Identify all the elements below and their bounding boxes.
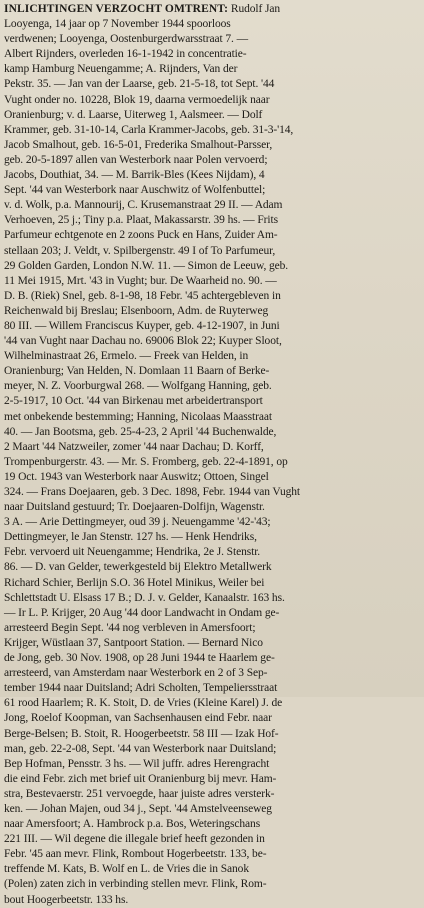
article-line: Jacob Smalhout, geb. 16-5-01, Frederika Smalhout-Parsser, [4, 138, 273, 151]
article-line: 324. — Frans Doejaaren, geb. 3 Dec. 1898, Febr. 1944 van Vught [4, 486, 300, 498]
article-line: (Polen) zaten zich in verbinding stellen mevr. Flink, Rom- [4, 878, 267, 891]
article-line: Jacobs, Douthiat, 34. — M. Barrik-Bles (Kees Nijdam), 4 [4, 169, 265, 182]
article-line: stra, Bestevaerstr. 251 vervoegde, haar juiste adres versterk- [4, 787, 275, 800]
article-line: kamp Hamburg Neuengamme; A. Rijnders, Van der [4, 63, 238, 76]
article-line: arresteerd, van Amsterdam naar Westerbork en 2 of 3 Sep- [4, 667, 268, 680]
article-line: — Ir L. P. Krijger, 20 Aug '44 door Landwacht in Ondam ge- [4, 606, 280, 619]
article-column [4, 2, 421, 908]
article-line: 86. — D. van Gelder, tewerkgesteld bij Elektro Metallwerk [4, 561, 272, 574]
article-line: Febr. vervoerd uit Neuengamme; Hendrika, 2e J. Stenstr. [4, 546, 261, 559]
article-line: Vught onder no. 10228, Blok 19, daarna vermoedelijk naar [4, 93, 270, 106]
article-line: '44 van Vught naar Dachau no. 69006 Blok 22; Kuyper Sloot, [4, 335, 282, 348]
article-line: Krammer, geb. 31-10-14, Carla Krammer-Jacobs, geb. 31-3-'14, [4, 123, 294, 136]
article-line: meyer, N. Z. Voorburgwal 268. — Wolfgang Hanning, geb. [4, 380, 272, 393]
article-line: Albert Rijnders, overleden 16-1-1942 in concentratie- [4, 48, 247, 61]
article-line: Reichenwald bij Breslau; Elsenboorn, Adm. de Ruyterweg [4, 304, 269, 317]
article-line: de Jong, geb. 30 Nov. 1908, op 28 Juni 1944 te Haarlem ge- [4, 652, 275, 665]
article-line: die eind Febr. zich met brief uit Oranienburg bij mevr. Ham- [4, 772, 277, 785]
article-line: ken. — Johan Majen, oud 34 j., Sept. '44 Amstelveenseweg [4, 802, 272, 815]
article-line: 19 Oct. 1943 van Westerbork naar Auswitz; Ottoen, Singel [4, 470, 269, 483]
article-line: verdwenen; Looyenga, Oostenburgerdwarsstraat 7. — [4, 33, 248, 46]
article-line: naar Amersfoort; A. Hambrock p.a. Bos, Weteringschans [4, 818, 261, 831]
article-line: Wilhelminastraat 26, Ermelo. — Freek van Helden, in [4, 350, 249, 363]
article-line: D. B. (Riek) Snel, geb. 8-1-98, 18 Febr. '45 achtergebleven in [4, 289, 281, 302]
article-line: geb. 20-5-1897 allen van Westerbork naar Polen vervoerd; [4, 153, 268, 166]
article-line: 80 III. — Willem Franciscus Kuyper, geb. 4-12-1907, in Juni [4, 319, 280, 332]
article-line: Jong, Roelof Koopman, van Sachsenhausen eind Febr. naar [4, 712, 272, 725]
article-line: man, geb. 22-2-08, Sept. '44 van Westerbork naar Duitsland; [4, 742, 277, 755]
article-line: Parfumeur echtgenote en 2 zoons Puck en Hans, Zuider Am- [4, 229, 278, 242]
article-line: Pekstr. 35. — Jan van der Laarse, geb. 21-5-18, tot Sept. '44 [4, 78, 275, 91]
article-line: 3 A. — Arie Dettingmeyer, oud 39 j. Neuengamme '42-'43; [4, 516, 271, 529]
article-line: 11 Mei 1915, Mrt. '43 in Vught; bur. De Waarheid no. 90. — [4, 274, 277, 287]
article-line: Oranienburg; v. d. Laarse, Uiterweg 1, Aalsmeer. — Dolf [4, 108, 263, 121]
article-line: 221 III. — Wil degene die illegale brief heeft gezonden in [4, 833, 265, 846]
article-line: Bep Hofman, Pensstr. 3 hs. — Wil juffr. adres Herengracht [4, 757, 270, 770]
article-line: Febr. '45 aan mevr. Flink, Rombout Hogerbeetstr. 133, be- [4, 848, 267, 861]
article-heading: INLICHTINGEN VERZOCHT OMTRENT: [4, 3, 229, 15]
article-line: Dettingmeyer, le Jan Stenstr. 127 hs. — Henk Hendriks, [4, 531, 257, 544]
article-line: 61 rood Haarlem; R. K. Stoit, D. de Vries (Kleine Karel) J. de [4, 697, 283, 710]
article-line: Sept. '44 van Westerbork naar Auschwitz of Wolfenbuttel; [4, 184, 266, 197]
article-line: 2-5-1917, 10 Oct. '44 van Birkenau met arbeidertransport [4, 395, 263, 408]
article-line: 40. — Jan Bootsma, geb. 25-4-23, 2 April '44 Buchenwalde, [4, 425, 277, 438]
article-line: Oranienburg; Van Helden, N. Domlaan 11 Baarn of Berke- [4, 365, 270, 378]
article-line: met onbekende bestemming; Hanning, Nicolaas Maasstraat [4, 410, 272, 423]
article-line: Schlettstadt U. Elsass 17 B.; D. J. v. Gelder, Kanaalstr. 163 hs. [4, 591, 285, 604]
article-line: arresteerd Begin Sept. '44 nog verbleven in Amersfoort; [4, 621, 256, 634]
article-line: v. d. Wolk, p.a. Mannourij, C. Krusemanstraat 29 II. — Adam [4, 199, 283, 212]
article-line: Looyenga, 14 jaar op 7 November 1944 spoorloos [4, 18, 231, 31]
article-line: tember 1944 naar Duitsland; Adri Scholten, Tempeliersstraat [4, 682, 278, 695]
article-line: Verhoeven, 25 j.; Tiny p.a. Plaat, Makassarstr. 39 hs. — Frits [4, 214, 278, 227]
article-line: Berge-Belsen; B. Stoit, R. Hoogerbeetstr. 58 III — Izak Hof- [4, 727, 279, 740]
article-line: 29 Golden Garden, London N.W. 11. — Simon de Leeuw, geb. [4, 259, 289, 272]
article-line: Richard Schier, Berlijn S.O. 36 Hotel Minikus, Weiler bei [4, 576, 265, 589]
article-first-line-text: Rudolf Jan [230, 3, 281, 15]
article-line: treffende M. Kats, B. Wolf en L. de Vries die in Sanok [4, 863, 249, 876]
article-line: naar Duitsland gestuurd; Tr. Doejaaren-Dolfijn, Wagenstr. [4, 501, 265, 514]
article-first-line [4, 2, 421, 17]
article-line: bout Hoogerbeetstr. 133 hs. [4, 893, 129, 906]
article-line: 2 Maart '44 Natzweiler, zomer '44 naar Dachau; D. Korff, [4, 440, 264, 453]
article-line: Krijger, Wüstlaan 37, Santpoort Station. — Bernard Nico [4, 636, 263, 649]
article-line: stellaan 203; J. Veldt, v. Spilbergenstr. 49 I of To Parfumeur, [4, 244, 276, 257]
article-line: Trompenburgerstr. 43. — Mr. S. Fromberg, geb. 22-4-1891, op [4, 455, 288, 468]
